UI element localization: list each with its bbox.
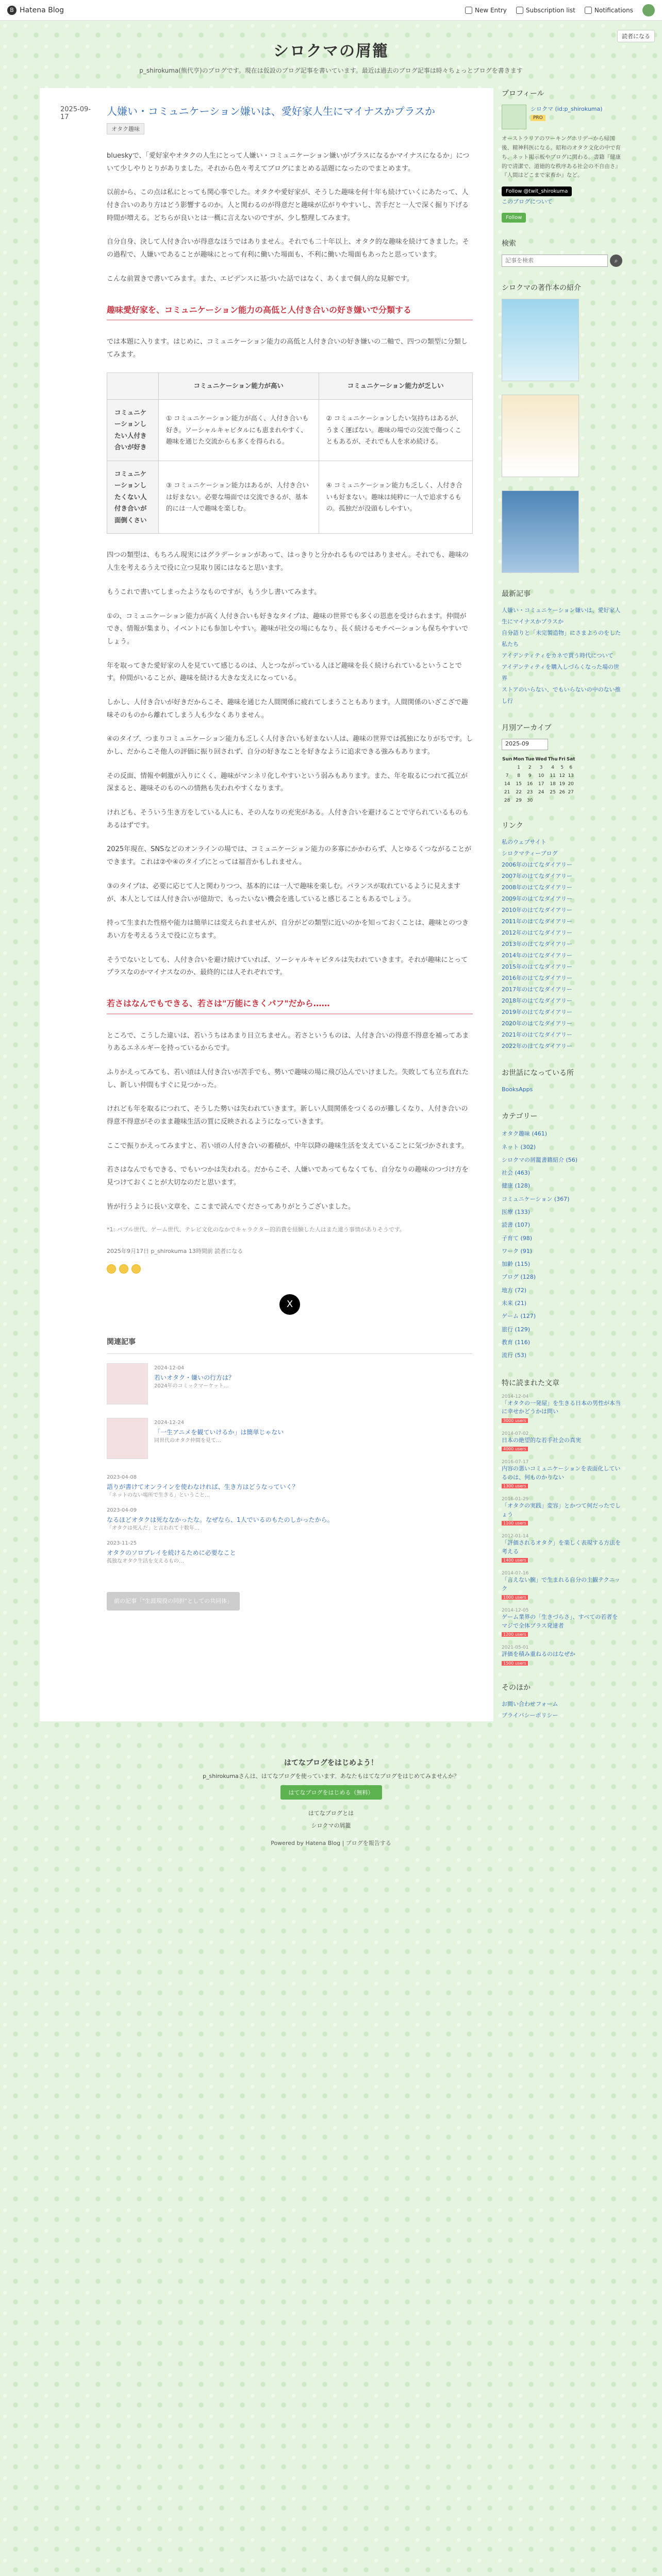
related-link[interactable]: 若いオタク・嫌いの行方は？	[154, 1374, 235, 1381]
popular-link[interactable]: 「言えない腕」で生まれる自分の主観テクニック	[502, 1577, 620, 1592]
profile-box	[502, 105, 622, 129]
paragraph: そうでないとしても、人付き合いを避け続けていれば、ソーシャルキャピタルは失われていきます。それが趣味にとってプラスなのかマイナスなのか、最終的には人それぞれです。	[107, 956, 468, 977]
blog-title[interactable]: シロクマの屑籠	[273, 42, 389, 60]
hatena-blog-brand[interactable]	[7, 6, 64, 15]
category-link[interactable]: 旅行 (129)	[502, 1326, 531, 1333]
related-excerpt: 同世代のオタク仲間を見て…	[154, 1437, 221, 1444]
category-link[interactable]: 子育て (98)	[502, 1234, 533, 1242]
bookmark-count-badge[interactable]: 1200 users	[502, 1632, 528, 1637]
paragraph: ③のタイプは、必要に応じて人と関わりつつ、基本的には一人で趣味を楽しむ。バランスが取れているように見えますが、本人としては人付き合いが億劫で、もったいない機会を逃していると感じることもあるでしょう。	[107, 882, 461, 903]
previous-entry-button[interactable]: 前の記事「"生涯現役の同担"としての共同体」	[107, 1592, 240, 1611]
star-icon[interactable]	[119, 1264, 128, 1274]
category-link[interactable]: ブログ (128)	[502, 1274, 536, 1281]
paragraph: けれども年を取るにつれて、そうした勢いは失われていきます。新しい人間関係をつくるのが難しくなり、人付き合いの得意不得意がそのまま趣味生活の質に反映されるようになっていきます。	[107, 1105, 468, 1126]
entry-body	[107, 150, 473, 1611]
paragraph: けれども、そういう生き方をしている人にも、その人なりの充実がある。人付き合いを避けることで守られているものもあるはずです。	[107, 809, 469, 829]
popular-link[interactable]: 評価を積み重ねるのはなぜか	[502, 1651, 575, 1658]
profile-avatar[interactable]	[502, 105, 526, 129]
entry-category[interactable]: オタク趣味	[107, 123, 144, 134]
popular-link[interactable]: 「オタクの実践」変容」とかつて何だったでしょう	[502, 1502, 621, 1518]
paragraph: blueskyで、「愛好家やオタクの人生にとって人嫌い・コミュニケーション嫌いがプラスになるかマイナスになるか」について少しやりとりがありました。それから色々考えてブログにまとめる話題になったのでまとめます。	[107, 152, 470, 173]
table-cell: ④ コミュニケーション能力も乏しく、人付き合いも好まない。趣味は純粋に一人で追求するもの。孤独だが没頭もしやすい。	[319, 461, 472, 534]
subscription-list-link[interactable]	[516, 7, 575, 14]
popular-date: 2014-07-02	[502, 1431, 529, 1436]
bookmark-count-badge[interactable]: 1000 users	[502, 1595, 528, 1600]
star-row	[107, 1264, 473, 1274]
category-link[interactable]: 流行 (53)	[502, 1352, 527, 1359]
paragraph: では本題に入ります。はじめに、コミュニケーション能力の高低と人付き合いの好き嫌いの二軸で、四つの類型に分類してみます。	[107, 338, 468, 359]
bookmark-count-badge[interactable]: 1300 users	[502, 1484, 528, 1488]
paragraph: ④のタイプ、つまりコミュニケーション能力も乏しく人付き合いも好まない人は、趣味の世界では孤独になりがちです。しかし、だからこそ他人の評価に振り回されず、自分の好きなことを好きなように追求できる強みもあります。	[107, 735, 473, 756]
popular-link[interactable]: 「評価されるオタク」を楽しく表現する方法を考える	[502, 1539, 621, 1555]
table-row-header: コミュニケーションしたくない人付き合いが面倒くさい	[107, 461, 159, 534]
sidebar-link[interactable]: 2019年のはてなダイアリー	[502, 1009, 573, 1016]
paragraph: ①の、コミュニケーション能力が高く人付き合いも好きなタイプは、趣味の世界でも多くの恩恵を受けられます。仲間ができ、情報が集まり、イベントにも参加しやすい。趣味が社交の場にもなり、長く続けるモチベーションも保ちやすいでしょう。	[107, 612, 468, 646]
category-link[interactable]: コミュニケーション (367)	[502, 1195, 570, 1202]
new-entry-label: New Entry	[474, 6, 507, 14]
footer-blog-link[interactable]: シロクマの屑籠	[311, 1822, 351, 1829]
popular-date: 2014-12-04	[502, 1394, 529, 1399]
category-link[interactable]: 地方 (72)	[502, 1286, 527, 1294]
list-icon	[516, 7, 523, 14]
popular-date: 2016-01-29	[502, 1497, 529, 1502]
blog-header	[0, 21, 662, 88]
subscription-list-label: Subscription list	[525, 6, 575, 14]
star-icon[interactable]	[107, 1264, 116, 1274]
related-date: 2024-12-04	[154, 1365, 185, 1371]
table-header: コミュニケーション能力が乏しい	[319, 373, 472, 400]
bookmark-count-badge[interactable]: 1100 users	[502, 1521, 528, 1526]
user-avatar[interactable]	[642, 4, 655, 16]
related-link[interactable]: 語りが書けてオンラインを使わなければ、生き方はどうなっていく？	[107, 1483, 299, 1490]
book-cover[interactable]	[502, 395, 579, 477]
popular-date: 2014-07-16	[502, 1571, 529, 1577]
follow-button[interactable]: Follow	[502, 213, 526, 223]
subscribe-reader-button[interactable]: 読者になる	[617, 30, 655, 42]
sidebar-link[interactable]: 2007年のはてなダイアリー	[502, 873, 573, 880]
table-row	[107, 461, 473, 534]
popular-list	[502, 1394, 622, 1667]
sidebar-link[interactable]: 2006年のはてなダイアリー	[502, 861, 573, 869]
book-cover[interactable]	[502, 490, 579, 573]
popular-link[interactable]: 「オタクの一発屋」を生きる日本の男性が本当に幸せかどうかは問い	[502, 1399, 621, 1415]
table-corner	[107, 373, 159, 400]
popular-date: 2021-05-01	[502, 1645, 529, 1651]
book-cover[interactable]	[502, 299, 579, 381]
privacy-link[interactable]: プライバシーポリシー	[502, 1711, 558, 1719]
category-link[interactable]: 医療 (133)	[502, 1209, 531, 1215]
related-item[interactable]	[107, 1472, 473, 1499]
related-excerpt: 「オタクは死んだ」と言われて十数年…	[107, 1525, 200, 1531]
table-cell: ③ コミュニケーション能力はあるが、人付き合いは好まない。必要な場面では交流できるが、基本的には一人で趣味を楽しむ。	[159, 461, 319, 534]
table-header: コミュニケーション能力が高い	[159, 373, 319, 400]
share-x-icon[interactable]: X	[279, 1294, 300, 1315]
related-thumbnail[interactable]	[107, 1363, 148, 1404]
bookmark-count-badge[interactable]: 1500 users	[502, 1661, 528, 1666]
popular-item[interactable]	[502, 1571, 622, 1601]
main-content	[40, 88, 493, 1721]
books-link-heading: お世話になっている所	[502, 1069, 574, 1078]
paragraph: ここで振りかえってみますと、若い頃の人付き合いの蓄積が、中年以降の趣味生活を支えていることに気づかされます。	[107, 1142, 468, 1150]
related-link[interactable]: 「一生アニメを観ていけるか」は簡単じゃない	[154, 1428, 284, 1436]
search-input[interactable]	[502, 255, 608, 267]
paragraph: 以前から、この点は私にとっても関心事でした。オタクや愛好家が、そうした趣味を何十年も続けていくにあたって、人付き合いのあり方はどう影響するのか。人と関わるのが得意だと趣味が広がりやすいし、苦手だと一人で深く掘り下げる時間が増える。どちらが良いとは一概に言えないのですが、少し整理してみます。	[107, 189, 469, 222]
category-link[interactable]: 加齢 (115)	[502, 1261, 531, 1268]
x-follow-button[interactable]: Follow @twit_shirokuma	[502, 187, 572, 196]
classification-table	[107, 372, 473, 534]
entry-title[interactable]: 人嫌い・コミュニケーション嫌いは、愛好家人生にマイナスかプラスか	[107, 105, 435, 117]
books-heading: シロクマの著作本の紹介	[502, 284, 581, 293]
categories-heading: カテゴリー	[502, 1112, 538, 1121]
related-articles	[107, 1335, 473, 1611]
notifications-link[interactable]	[585, 7, 633, 14]
sidebar-link[interactable]: 2011年のはてなダイアリー	[502, 918, 573, 925]
footer	[0, 1721, 662, 1847]
related-excerpt: 「ネットのない場所で生きる」ということ…	[107, 1492, 210, 1498]
hatena-logo-icon: B	[7, 6, 16, 15]
paragraph: 若さはなんでもできる、でもいつかは失われる。だからこそ、人嫌いであってもなくても、自分なりの趣味のつづけ方を見つけておくことが大切なのだと思います。	[107, 1166, 469, 1187]
recent-link[interactable]: ストアのいらない、でもいらないの中のない推し行	[502, 686, 621, 705]
popular-item[interactable]	[502, 1534, 622, 1564]
recent-link[interactable]: 自分語りと「未完製造物」にさまようのをした私たち	[502, 630, 621, 648]
related-date: 2023-11-25	[107, 1540, 137, 1546]
category-link[interactable]: 教育 (116)	[502, 1338, 531, 1346]
popular-link[interactable]: 日本の絶望的な若手社会の真実	[502, 1436, 581, 1444]
profile-heading: プロフィール	[502, 90, 544, 98]
related-item[interactable]	[107, 1363, 473, 1404]
category-link[interactable]: 未来 (21)	[502, 1300, 527, 1307]
sidebar-link[interactable]: シロクマティーブログ	[502, 850, 558, 857]
popular-date: 2012-01-14	[502, 1534, 529, 1539]
related-item[interactable]	[107, 1538, 473, 1565]
table-cell: ② コミュニケーションしたい気持ちはあるが、うまく運ばない。趣味の場での交流で傷つくこともあるが、それでも人を求め続ける。	[319, 399, 472, 461]
recent-heading: 最新記事	[502, 590, 531, 599]
section-heading: 若さはなんでもできる、若さは"万能にきくパフ"だから……	[107, 997, 473, 1014]
top-bar	[0, 0, 662, 21]
footer-text: p_shirokumaさんは、はてなブログを使っています。あなたもはてなブログをはじめてみませんか？	[203, 1772, 459, 1780]
related-date: 2023-04-09	[107, 1507, 137, 1513]
popular-item[interactable]	[502, 1431, 622, 1453]
popular-date: 2016-07-17	[502, 1460, 529, 1465]
category-link[interactable]: ゲーム (127)	[502, 1313, 536, 1320]
related-thumbnail[interactable]	[107, 1418, 148, 1459]
entry-date[interactable]: 2025-09-17	[60, 106, 91, 121]
page-container	[40, 88, 622, 1721]
categories-list	[502, 1127, 622, 1362]
bell-icon	[585, 7, 592, 14]
powered-by: Powered by Hatena Blog | ブログを報告する	[271, 1839, 391, 1846]
popular-heading: 特に読まれた文章	[502, 1379, 559, 1387]
paragraph: 年を取ってきた愛好家の人を見ていて感じるのは、人とつながっている人ほど趣味を長く続けられているということです。仲間がいることが、趣味を続ける大きな支えになっている。	[107, 662, 462, 683]
paragraph: もうこれで書いてしまったようなものですが、もう少し書いてみます。	[107, 588, 321, 596]
start-blog-button[interactable]: はてなブログをはじめる（無料）	[280, 1785, 382, 1800]
calendar: Sun Mon Tue Wed Thu Fri Sat 1 2 3 4 5 6 7 8 9 10 11 12 13 14 15 16 17 18 19 20 21 22 23 24 25 26 27 28 29 30	[502, 757, 575, 804]
pencil-icon	[465, 7, 472, 14]
paragraph: 2025年現在、SNSなどのオンラインの場では、コミュニケーション能力の多寡にかかわらず、人とゆるくつながることができます。これは②や④のタイプにとっては福音かもしれません。	[107, 845, 472, 867]
sidebar-link[interactable]: 2020年のはてなダイアリー	[502, 1020, 573, 1027]
profile-name[interactable]: シロクマ (id:p_shirokuma)	[531, 106, 603, 112]
table-cell: ① コミュニケーション能力が高く、人付き合いも好き。ソーシャルキャピタルにも恵まれやすく、趣味を通じた交流からも多くを得られる。	[159, 399, 319, 461]
table-row	[107, 399, 473, 461]
sidebar-link[interactable]: 2015年のはてなダイアリー	[502, 963, 573, 971]
category-link[interactable]: 読書 (107)	[502, 1222, 531, 1229]
popular-item[interactable]	[502, 1460, 622, 1489]
category-link[interactable]: ネット (302)	[502, 1143, 536, 1150]
top-nav	[465, 4, 655, 16]
notifications-label: Notifications	[594, 6, 633, 14]
entry-header	[60, 104, 473, 134]
footnote: *1: バブル世代、ゲーム世代、テレビ文化のなかでキャラクター的消費を経験した人はまた違う事情がありそうです。	[107, 1226, 405, 1233]
search-row	[502, 255, 622, 267]
sidebar-link[interactable]: 2012年のはてなダイアリー	[502, 929, 573, 937]
new-entry-link[interactable]	[465, 7, 507, 14]
category-link[interactable]: 社会 (463)	[502, 1170, 531, 1177]
sidebar-link[interactable]: 2013年のはてなダイアリー	[502, 941, 573, 948]
recent-link[interactable]: 人嫌い・コミュニケーション嫌いは、愛好家人生にマイナスかプラスか	[502, 607, 621, 625]
bookmark-count-badge[interactable]: 3000 users	[502, 1418, 528, 1423]
sidebar-link[interactable]: 2008年のはてなダイアリー	[502, 884, 573, 891]
profile-text: オーストラリアのワーキングホリデーから帰国後、精神科医になる。昭和のオタク文化の中で育ち、ネット掲示板やブログに関わる。書籍『健康的で清潔で、道徳的な秩序ある社会の不自由さ』『人間はどこまで家畜か』など。	[502, 135, 621, 179]
related-item[interactable]	[107, 1505, 473, 1532]
contact-link[interactable]: お問い合わせフォーム	[502, 1700, 558, 1707]
paragraph: 皆が行うように長い文章を、ここまで読んでくださってありがとうございました。	[107, 1202, 355, 1211]
paragraph: 持って生まれた性格や能力は簡単には変えられませんが、自分がどの類型に近いのかを知っておくことは、趣味とのつきあい方を考えるうえで役に立ちます。	[107, 919, 469, 940]
search-heading: 検索	[502, 240, 516, 248]
popular-link[interactable]: 内容の悪いコミュニケーションを表面化しているのは、何ものかりない	[502, 1465, 621, 1481]
category-link[interactable]: シロクマの屑籠書籍紹介 (56)	[502, 1156, 578, 1163]
paragraph: その反面、情報や刺激が入りにくく、趣味がマンネリ化しやすいという弱みもあります。また、年を取るにつれて孤立が深まると、趣味そのものへの情熱も失われやすくなります。	[107, 772, 468, 793]
popular-item[interactable]	[502, 1645, 622, 1667]
blog-description: p_shirokuma(熊代亨)のブログです。現在は仮設のブログ記事を書いています。最近は過去のブログ記事は時々ちょっとブログを書きます	[139, 67, 523, 74]
archive-select[interactable]: 2025-09	[502, 739, 548, 750]
about-link[interactable]: このブログについて	[502, 198, 553, 206]
sidebar-link[interactable]: 2009年のはてなダイアリー	[502, 895, 573, 903]
paragraph: しかし、人付き合いが好きだからこそ、趣味を通じた人間関係に疲れてしまうこともあります。人間関係のいざこざで趣味そのものから離れてしまう人も少なくありません。	[107, 698, 468, 719]
table-row-header: コミュニケーションしたい人付き合いが好き	[107, 399, 159, 461]
popular-item[interactable]	[502, 1497, 622, 1527]
recent-link[interactable]: アイデンティティを購入しづらくなった場の世界	[502, 664, 620, 682]
sidebar	[502, 88, 622, 1721]
paragraph: 自分自身、決して人付き合いが得意なほうではありません。それでも二十年以上、オタク的な趣味を続けてきました。その過程で、人嫌いであることが趣味にとって有利に働いた場面も、不利に働いた場面もあったと思っています。	[107, 238, 469, 259]
sidebar-link[interactable]: 2018年のはてなダイアリー	[502, 997, 573, 1005]
footer-title: はてなブログをはじめよう！	[284, 1758, 378, 1767]
links-heading: リンク	[502, 822, 523, 831]
related-title: 関連記事	[107, 1335, 473, 1354]
related-date: 2024-12-24	[154, 1419, 185, 1426]
other-heading: そのほか	[502, 1683, 531, 1692]
popular-item[interactable]	[502, 1608, 622, 1638]
related-excerpt: 2024年のコミックマーケット…	[154, 1383, 229, 1389]
sidebar-link[interactable]: 2017年のはてなダイアリー	[502, 986, 573, 993]
category-link[interactable]: ワーク (91)	[502, 1247, 533, 1255]
pro-badge: PRO	[531, 115, 545, 121]
links-list	[502, 837, 622, 1052]
paragraph: ふりかえってみても、若い頃は人付き合いが苦手でも、勢いで趣味の場に飛び込んでいけました。失敗しても立ち直れたし、新しい仲間もすぐに見つかった。	[107, 1068, 469, 1089]
bookmark-count-badge[interactable]: 1400 users	[502, 1558, 528, 1563]
paragraph: こんな前置きで書いてみます。また、エビデンスに基づいた話ではなく、あくまで個人的な見解です。	[107, 275, 414, 283]
related-item[interactable]	[107, 1418, 473, 1459]
section-heading: 趣味愛好家を、コミュニケーション能力の高低と人付き合いの好き嫌いで分類する	[107, 303, 473, 321]
brand-label: Hatena Blog	[20, 6, 64, 14]
related-excerpt: 孤独なオタク生活を支えるもの…	[107, 1558, 184, 1564]
archive-heading: 月別アーカイブ	[502, 724, 552, 733]
search-icon[interactable]: ⌕	[610, 255, 622, 267]
sidebar-link[interactable]: 2021年のはてなダイアリー	[502, 1031, 573, 1039]
popular-link[interactable]: ゲーム業界の「生きづらさ」、すべての若者をマジで全体プラス発達者	[502, 1614, 618, 1629]
paragraph: 四つの類型は、もちろん現実にはグラデーションがあって、はっきりと分かれるものではありません。それでも、趣味の人生を考えるうえで役に立つ見取り図にはなると思います。	[107, 551, 469, 572]
category-link[interactable]: 健康 (128)	[502, 1182, 531, 1190]
entry-meta: 2025年9月17日 p_shirokuma 13時間前 読者になる	[107, 1248, 243, 1255]
popular-date: 2014-12-05	[502, 1608, 529, 1614]
about-hatena-link[interactable]: はてなブログとは	[308, 1809, 354, 1817]
booksapps-link[interactable]: BooksApps	[502, 1086, 533, 1093]
sidebar-link[interactable]: 2014年のはてなダイアリー	[502, 952, 573, 959]
sidebar-link[interactable]: 私のウェブサイト	[502, 839, 547, 846]
related-date: 2023-04-08	[107, 1474, 137, 1480]
sidebar-link[interactable]: 2016年のはてなダイアリー	[502, 975, 573, 982]
recent-link[interactable]: アイデンティティをカネで買う時代について	[502, 652, 614, 659]
sidebar-link[interactable]: 2022年のはてなダイアリー	[502, 1043, 573, 1050]
sidebar-link[interactable]: 2010年のはてなダイアリー	[502, 907, 573, 914]
paragraph: ところで、こうした違いは、若いうちはあまり目立ちません。若さというものは、人付き合いの得意不得意を補ってあまりあるエネルギーを持っているからです。	[107, 1031, 469, 1053]
star-icon[interactable]	[131, 1264, 141, 1274]
popular-item[interactable]	[502, 1394, 622, 1424]
category-link[interactable]: オタク趣味 (461)	[502, 1130, 548, 1138]
bookmark-count-badge[interactable]: 4000 users	[502, 1447, 528, 1451]
related-link[interactable]: なるほどオタクは死ななかったな。なぜなら、1人でいるのもたのしかったから。	[107, 1516, 334, 1523]
related-link[interactable]: オタクのソロプレイを続けるために必要なこと	[107, 1549, 236, 1556]
